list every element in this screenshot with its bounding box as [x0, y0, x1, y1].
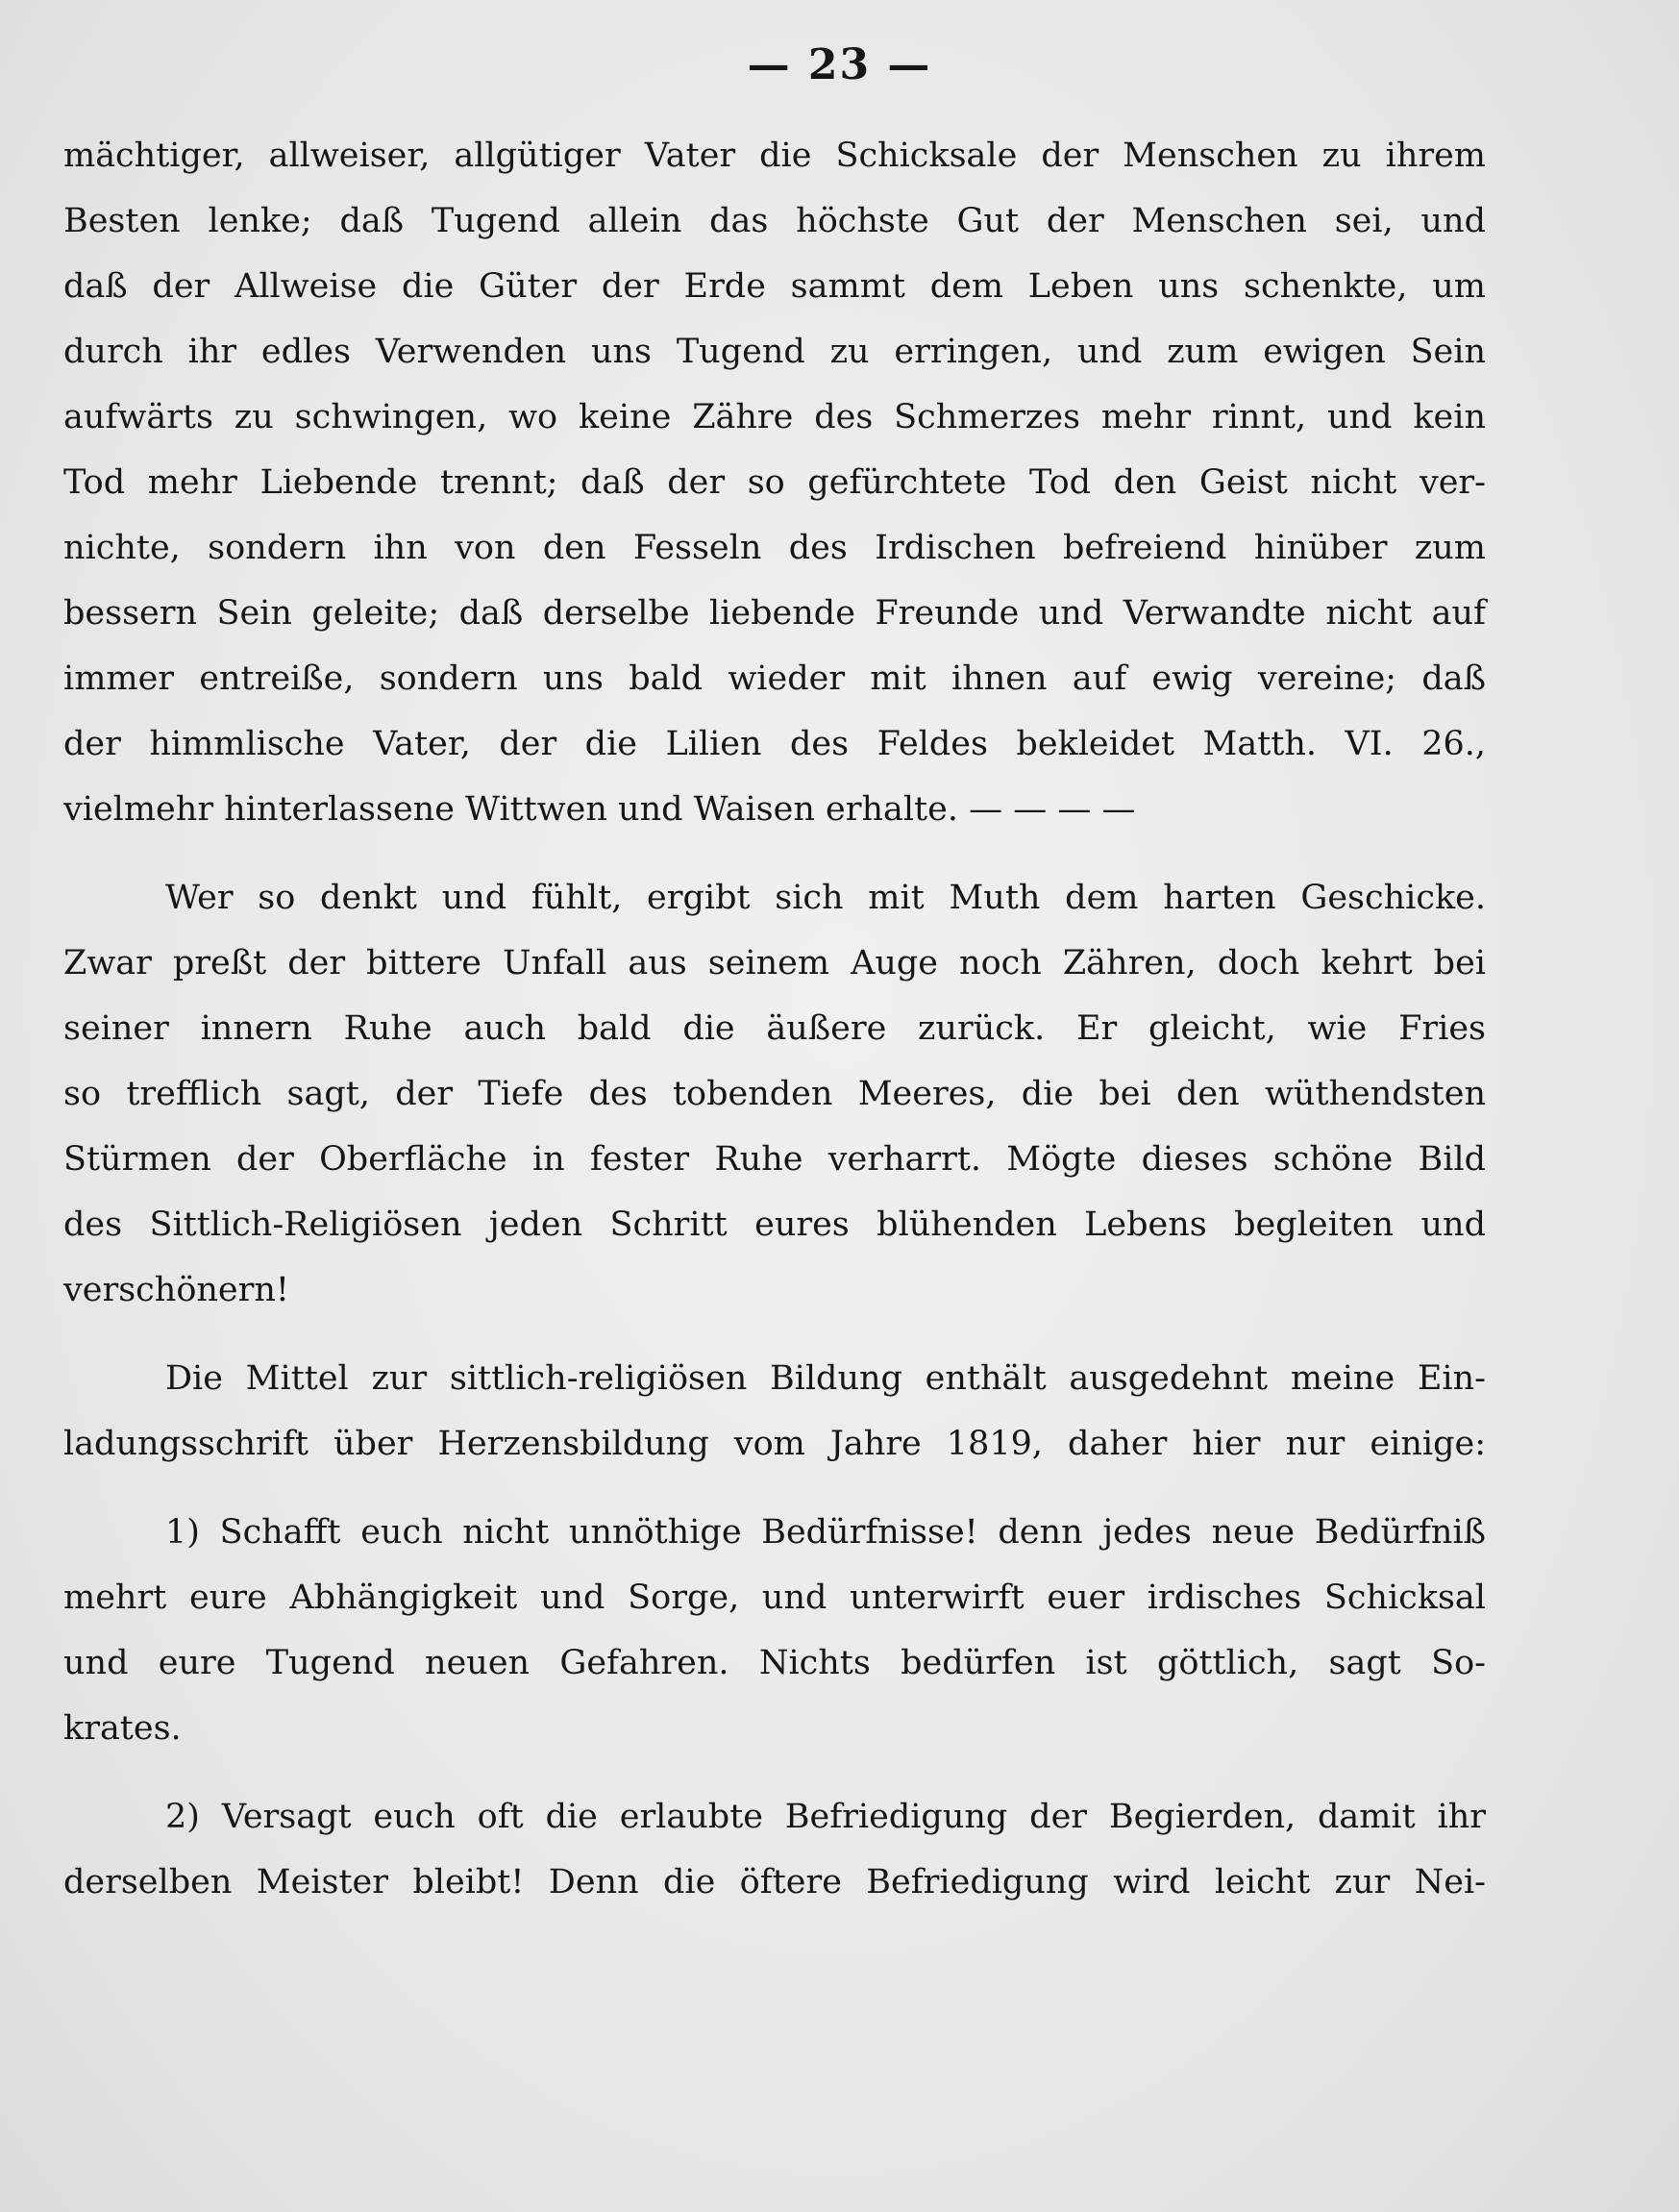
text-line: immer entreiße, sondern uns bald wieder mit ihnen auf ewig vereine; daß: [63, 659, 1486, 698]
text-line: Besten lenke; daß Tugend allein das höchste Gut der Menschen sei, und: [63, 202, 1486, 240]
text-line: Tod mehr Liebende trennt; daß der so gefürchtete Tod den Geist nicht ver-: [63, 463, 1486, 502]
text-line: derselben Meister bleibt! Denn die öftere Befriedigung wird leicht zur Nei-: [63, 1863, 1486, 1901]
text-line: Wer so denkt und fühlt, ergibt sich mit Muth dem harten Geschicke.: [165, 879, 1486, 917]
text-line: Die Mittel zur sittlich-religiösen Bildung enthält ausgedehnt meine Ein-: [165, 1359, 1486, 1398]
text-line: Stürmen der Oberfläche in fester Ruhe verharrt. Mögte dieses schöne Bild: [63, 1140, 1486, 1179]
text-line: ladungsschrift über Herzensbildung vom Jahre 1819, daher hier nur einige:: [63, 1425, 1486, 1463]
page-number: — 23 —: [747, 40, 932, 89]
text-line: des Sittlich-Religiösen jeden Schritt eures blühenden Lebens begleiten und: [63, 1205, 1486, 1244]
text-line: und eure Tugend neuen Gefahren. Nichts bedürfen ist göttlich, sagt So-: [63, 1644, 1486, 1682]
text-line: mehrt eure Abhängigkeit und Sorge, und unterwirft euer irdisches Schicksal: [63, 1578, 1486, 1617]
text-line: aufwärts zu schwingen, wo keine Zähre des Schmerzes mehr rinnt, und kein: [63, 398, 1486, 436]
text-line: so trefflich sagt, der Tiefe des tobenden Meeres, die bei den wüthendsten: [63, 1075, 1486, 1113]
text-line: krates.: [63, 1709, 182, 1748]
text-line: Zwar preßt der bittere Unfall aus seinem Auge noch Zähren, doch kehrt bei: [63, 944, 1486, 982]
text-line: mächtiger, allweiser, allgütiger Vater die Schicksale der Menschen zu ihrem: [63, 137, 1486, 175]
text-line: nichte, sondern ihn von den Fesseln des Irdischen befreiend hinüber zum: [63, 529, 1486, 567]
text-line: 2) Versagt euch oft die erlaubte Befriedigung der Begierden, damit ihr: [165, 1798, 1486, 1836]
text-line: seiner innern Ruhe auch bald die äußere zurück. Er gleicht, wie Fries: [63, 1009, 1486, 1048]
text-line: der himmlische Vater, der die Lilien des Feldes bekleidet Matth. VI. 26.,: [63, 725, 1486, 763]
text-line: vielmehr hinterlassene Wittwen und Waisen erhalte. — — — —: [63, 790, 1136, 829]
text-line: bessern Sein geleite; daß derselbe liebende Freunde und Verwandte nicht auf: [63, 594, 1486, 633]
text-line: daß der Allweise die Güter der Erde sammt dem Leben uns schenkte, um: [63, 267, 1486, 306]
text-line: 1) Schafft euch nicht unnöthige Bedürfnisse! denn jedes neue Bedürfniß: [165, 1513, 1486, 1552]
text-line: durch ihr edles Verwenden uns Tugend zu erringen, und zum ewigen Sein: [63, 333, 1486, 371]
text-line: verschönern!: [63, 1271, 289, 1309]
